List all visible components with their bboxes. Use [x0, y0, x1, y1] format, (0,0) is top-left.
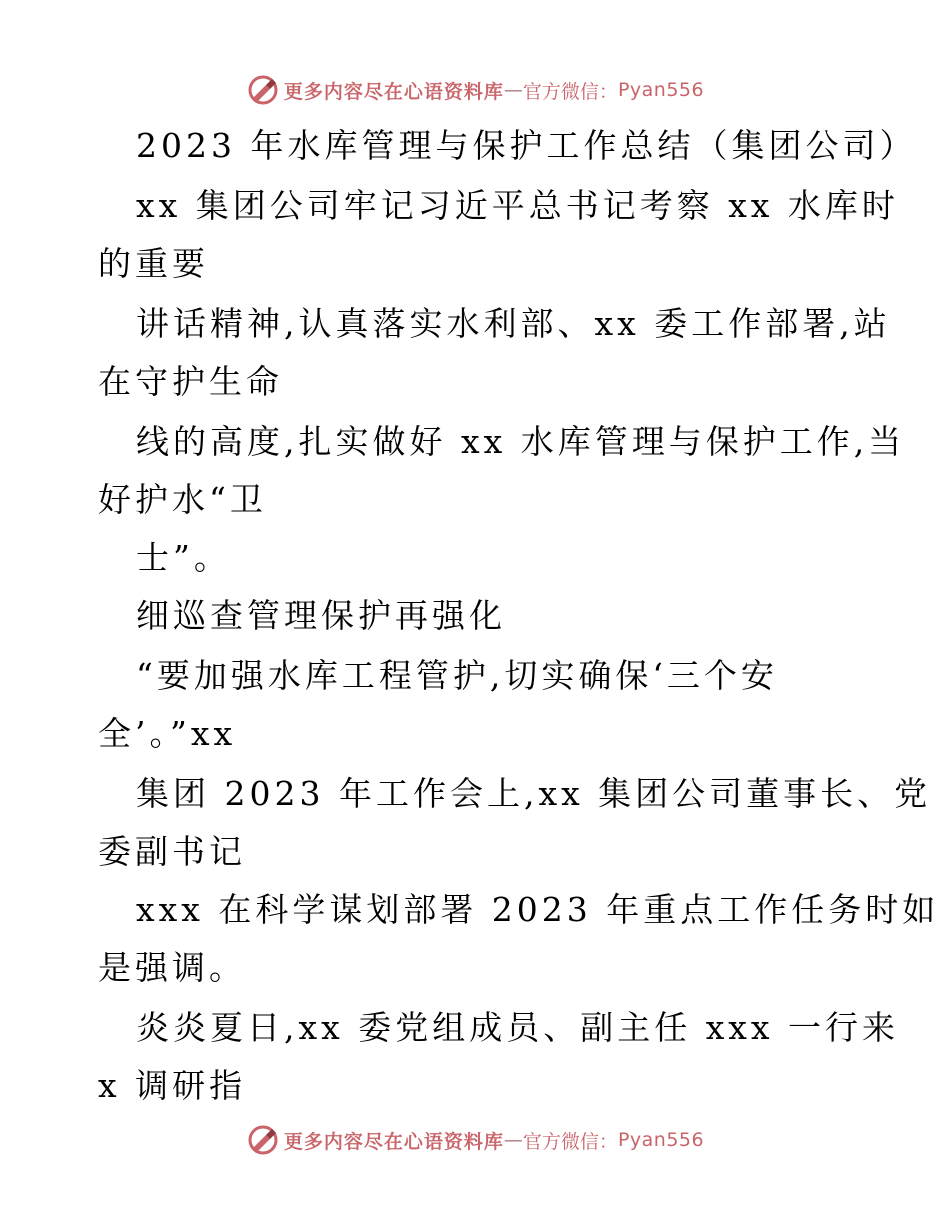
body-line: 的重要 [98, 244, 209, 283]
pen-logo-icon [246, 1123, 280, 1157]
body-line: 是强调。 [98, 948, 246, 987]
body-line: “要加强水库工程管护,切实确保‘三个安 [136, 656, 778, 695]
pen-logo-icon [246, 73, 280, 107]
watermark-dash: — [503, 1129, 523, 1151]
watermark-sub-text: 官方微信： [522, 80, 618, 103]
body-line: xxx 在科学谋划部署 2023 年重点工作任务时如 [136, 890, 940, 929]
watermark-dash: — [503, 79, 523, 101]
watermark-main-text: 更多内容尽在心语资料库 [283, 1130, 504, 1153]
section-heading: 细巡查管理保护再强化 [136, 596, 506, 635]
body-line: x 调研指 [98, 1066, 247, 1105]
watermark-footer [0, 1120, 950, 1160]
body-line: 炎炎夏日,xx 委党组成员、副主任 xxx 一行来 [136, 1008, 900, 1047]
body-line: 全’。”xx [98, 714, 237, 753]
watermark-wechat-id: Pyan556 [617, 79, 705, 101]
body-line: 士”。 [136, 538, 231, 577]
body-line: xx 集团公司牢记习近平总书记考察 xx 水库时 [136, 186, 899, 225]
body-line: 线的高度,扎实做好 xx 水库管理与保护工作,当 [136, 422, 906, 461]
watermark-wechat-id: Pyan556 [617, 1129, 705, 1151]
watermark-main-text: 更多内容尽在心语资料库 [283, 80, 504, 103]
watermark-sub-text: 官方微信： [522, 1130, 618, 1153]
body-line: 委副书记 [98, 832, 246, 871]
document-title: 2023 年水库管理与保护工作总结（集团公司） [136, 126, 917, 165]
body-line: 在守护生命 [98, 362, 283, 401]
watermark-header [0, 70, 950, 110]
body-line: 讲话精神,认真落实水利部、xx 委工作部署,站 [136, 304, 891, 343]
body-line: 好护水“卫 [98, 480, 267, 519]
body-line: 集团 2023 年工作会上,xx 集团公司董事长、党 [136, 774, 932, 813]
